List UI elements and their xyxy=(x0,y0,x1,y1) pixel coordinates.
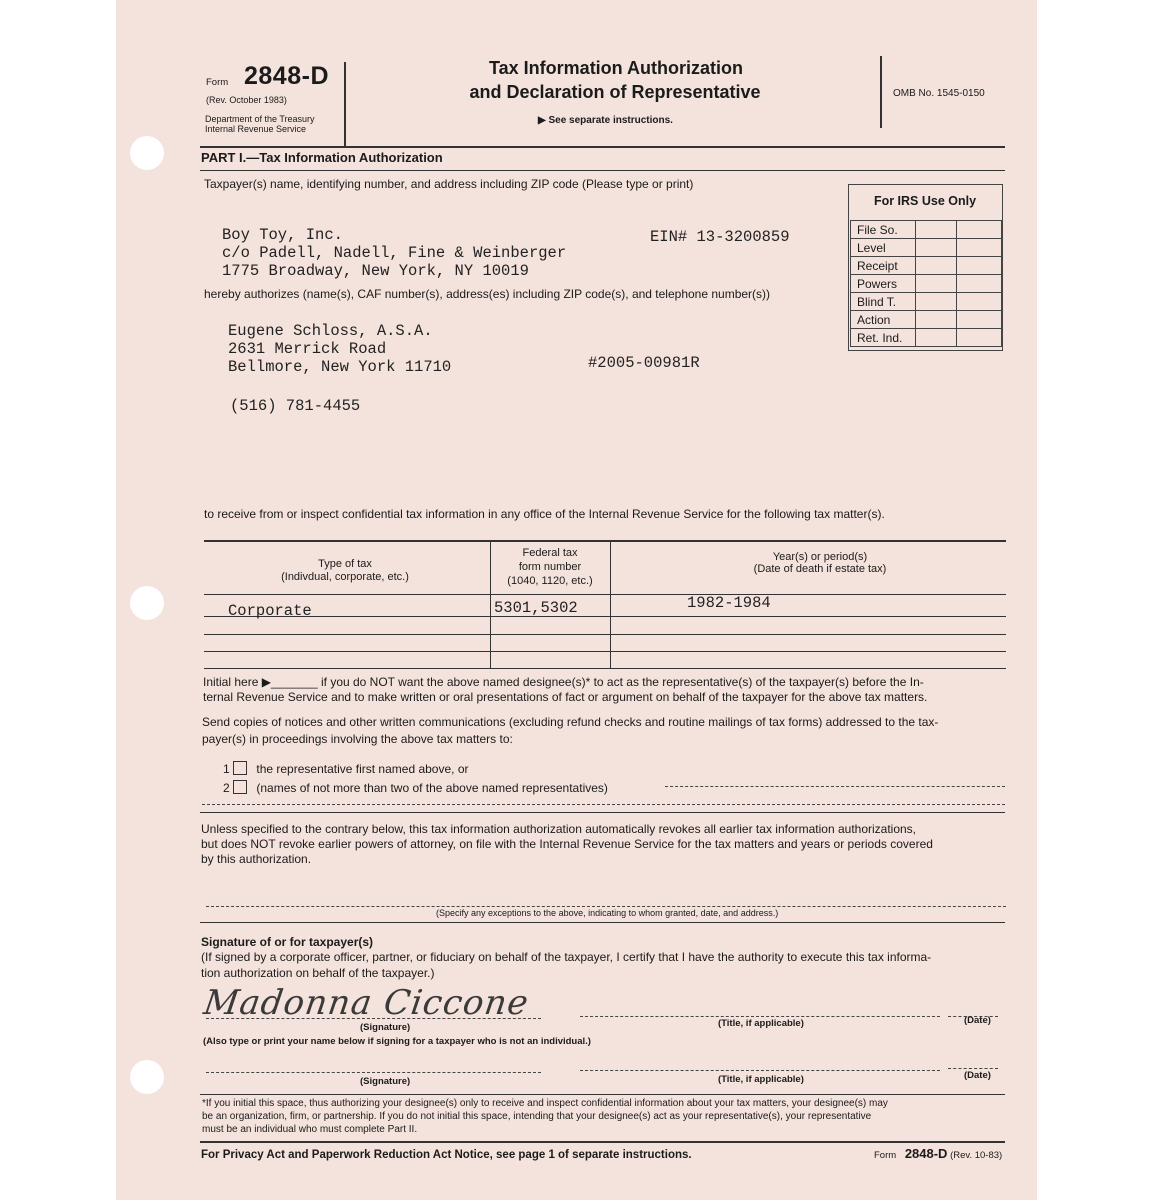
signature-note-line1: (If signed by a corporate officer, partner, or fiduciary on behalf of the taxpayer, I certify that I have the authority to execute this tax informa- xyxy=(201,950,932,964)
form-number: 2848-D xyxy=(244,62,329,90)
footer-rule xyxy=(200,1141,1005,1143)
irs-row-label: Level xyxy=(851,239,916,257)
irs-cell xyxy=(916,239,957,257)
irs-cell xyxy=(916,221,957,239)
header-rule xyxy=(200,146,1005,148)
title-label-2: (Title, if applicable) xyxy=(718,1074,804,1085)
also-type-note: (Also type or print your name below if signing for a taxpayer who is not an individual.) xyxy=(203,1036,591,1047)
taxpayer-address: 1775 Broadway, New York, NY 10019 xyxy=(222,262,529,280)
signature-line-2[interactable] xyxy=(206,1072,541,1073)
col-form-header: Federal tax xyxy=(522,547,578,559)
form-title-line2: and Declaration of Representative xyxy=(469,82,761,102)
copies-line2: payer(s) in proceedings involving the above tax matters to: xyxy=(202,732,513,746)
title-label: (Title, if applicable) xyxy=(718,1018,804,1029)
signature-note-line2: tion authorization on behalf of the taxpayer.) xyxy=(201,966,435,980)
punch-hole xyxy=(130,586,164,620)
irs-cell xyxy=(957,239,1002,257)
irs-row-label: Receipt xyxy=(851,257,916,275)
taxpayer-care-of: c/o Padell, Nadell, Fine & Weinberger xyxy=(222,244,567,262)
footer-form-number: 2848-D xyxy=(904,1146,948,1161)
part1-rule xyxy=(200,170,1005,171)
authorizes-label: hereby authorizes (name(s), CAF number(s), address(es) including ZIP code(s), and telephone number(s)) xyxy=(204,287,771,301)
col-form-subheader: form number xyxy=(518,561,582,573)
representative-city: Bellmore, New York 11710 xyxy=(228,358,452,376)
handwritten-signature: Madonna Ciccone xyxy=(201,983,532,1023)
matters-row-rule xyxy=(204,668,1006,669)
representative-name: Eugene Schloss, A.S.A. xyxy=(228,322,433,340)
irs-row-label: Ret. Ind. xyxy=(851,329,916,347)
department: Department of the Treasury xyxy=(205,114,315,124)
initial-line1: Initial here ▶_______ if you do NOT want the above named designee(s)* to act as the representative(s) of the taxpayer(s) before the In- xyxy=(203,675,924,689)
revision-date: (Rev. October 1983) xyxy=(206,95,287,105)
exceptions-line[interactable] xyxy=(206,906,1006,907)
irs-cell xyxy=(957,257,1002,275)
initial-line2: ternal Revenue Service and to make written or oral presentations of fact or argument on behalf of the taxpayer for the above tax matters. xyxy=(203,690,928,704)
matters-row-rule xyxy=(204,651,1006,652)
title-line[interactable] xyxy=(580,1016,940,1017)
irs-use-row xyxy=(851,329,1002,347)
irs-row-label: Powers xyxy=(851,275,916,293)
copies-rule xyxy=(200,812,1005,813)
irs-use-title: For IRS Use Only xyxy=(873,194,977,208)
matters-intro: to receive from or inspect confidential tax information in any office of the Internal Revenue Service for the following tax matter(s). xyxy=(204,507,885,521)
taxpayer-label: Taxpayer(s) name, identifying number, and address including ZIP code (Please type or print) xyxy=(204,177,694,191)
signature-label-2: (Signature) xyxy=(360,1076,411,1087)
irs-row-label: Action xyxy=(851,311,916,329)
footnote-line1: *If you initial this space, thus authorizing your designee(s) only to receive and inspect confidential information about your tax matters, your designee(s) may xyxy=(202,1098,888,1109)
revoke-line1: Unless specified to the contrary below, this tax information authorization automatically revokes all earlier tax information authorizations, xyxy=(201,822,917,836)
irs-use-row xyxy=(851,311,1002,329)
footer-form-label xyxy=(874,1146,1002,1161)
footnote-line2: be an organization, firm, or partnership. If you do not initial this space, intending that your designee(s) act as your representative(s), your representative xyxy=(202,1111,872,1122)
part1-title: PART I.—Tax Information Authorization xyxy=(201,150,443,165)
irs-use-row xyxy=(851,221,1002,239)
option2-checkbox[interactable] xyxy=(233,780,247,794)
irs-use-row xyxy=(851,257,1002,275)
revoke-rule xyxy=(200,922,1005,923)
matters-top-rule xyxy=(204,540,1006,542)
representative-street: 2631 Merrick Road xyxy=(228,340,387,358)
signature-line[interactable] xyxy=(206,1018,541,1019)
omb-number: OMB No. 1545-0150 xyxy=(893,88,985,99)
form-title-line1: Tax Information Authorization xyxy=(489,58,743,78)
option1-number: 1 xyxy=(223,762,230,776)
footnote-line3: must be an individual who must complete Part II. xyxy=(202,1124,418,1135)
header-divider xyxy=(880,56,882,128)
privacy-notice: For Privacy Act and Paperwork Reduction Act Notice, see page 1 of separate instructions. xyxy=(201,1149,692,1161)
irs-row-label: Blind T. xyxy=(851,293,916,311)
punch-hole xyxy=(130,136,164,170)
taxpayer-name: Boy Toy, Inc. xyxy=(222,226,343,244)
irs-cell xyxy=(916,293,957,311)
matters-header-rule xyxy=(204,594,1006,595)
matters-row-rule xyxy=(204,634,1006,635)
signature-title: Signature of or for taxpayer(s) xyxy=(201,935,374,949)
taxpayer-ein: EIN# 13-3200859 xyxy=(650,228,790,246)
date-line-2[interactable] xyxy=(948,1068,998,1069)
irs-cell xyxy=(916,311,957,329)
col-years-header: Year(s) or period(s) xyxy=(772,551,868,563)
header-divider xyxy=(344,62,346,146)
date-label-2: (Date) xyxy=(964,1070,991,1081)
option1-label: the representative first named above, or xyxy=(256,762,469,776)
copies-line1: Send copies of notices and other written communications (excluding refund checks and routine mailings of tax forms) addressed to the tax- xyxy=(202,715,939,729)
copies-option1 xyxy=(223,761,469,776)
exceptions-caption: (Specify any exceptions to the above, indicating to whom granted, date, and address.) xyxy=(436,908,779,918)
irs-use-row xyxy=(851,239,1002,257)
option1-checkbox[interactable] xyxy=(233,761,247,775)
option2-names-line[interactable] xyxy=(202,804,1005,805)
option2-names-line[interactable] xyxy=(665,786,1005,787)
representative-caf: #2005-00981R xyxy=(588,354,700,372)
agency: Internal Revenue Service xyxy=(205,124,307,134)
option2-number: 2 xyxy=(223,781,230,795)
tax-years-value: 1982-1984 xyxy=(687,594,771,612)
irs-cell xyxy=(916,275,957,293)
irs-cell xyxy=(916,257,957,275)
title-line-2[interactable] xyxy=(580,1070,940,1071)
footer-form-word: Form xyxy=(874,1150,897,1161)
irs-use-row xyxy=(851,293,1002,311)
irs-use-row xyxy=(851,275,1002,293)
col-years-subheader: (Date of death if estate tax) xyxy=(753,563,887,575)
matters-col-divider xyxy=(490,540,491,668)
revoke-line2: but does NOT revoke earlier powers of attorney, on file with the Internal Revenue Service for the tax matters and years or periods covered xyxy=(201,837,933,851)
irs-row-label: File So. xyxy=(851,221,916,239)
signature-rule xyxy=(200,1094,1005,1095)
punch-hole xyxy=(130,1060,164,1094)
irs-cell xyxy=(957,311,1002,329)
form-label: Form xyxy=(206,77,229,88)
representative-phone: (516) 781-4455 xyxy=(230,397,361,415)
col-type-subheader: (Indivdual, corporate, etc.) xyxy=(281,571,409,583)
footer-revision: (Rev. 10-83) xyxy=(950,1150,1003,1161)
matters-col-divider xyxy=(610,540,611,668)
revoke-line3: by this authorization. xyxy=(201,852,312,866)
irs-cell xyxy=(957,293,1002,311)
irs-use-table xyxy=(850,220,1002,347)
irs-cell xyxy=(957,221,1002,239)
option2-label: (names of not more than two of the above named representatives) xyxy=(256,781,608,795)
date-label: (Date) xyxy=(964,1015,991,1026)
irs-cell xyxy=(957,275,1002,293)
col-type-header: Type of tax xyxy=(318,558,372,570)
irs-cell xyxy=(916,329,957,347)
irs-cell xyxy=(957,329,1002,347)
col-form-example: (1040, 1120, etc.) xyxy=(507,575,593,587)
see-instructions: ▶ See separate instructions. xyxy=(538,115,673,126)
tax-type-value: Corporate xyxy=(228,602,312,620)
matters-row-rule xyxy=(204,616,1006,617)
signature-label: (Signature) xyxy=(360,1022,411,1033)
copies-option2 xyxy=(223,780,608,795)
tax-form-value: 5301,5302 xyxy=(494,599,578,617)
